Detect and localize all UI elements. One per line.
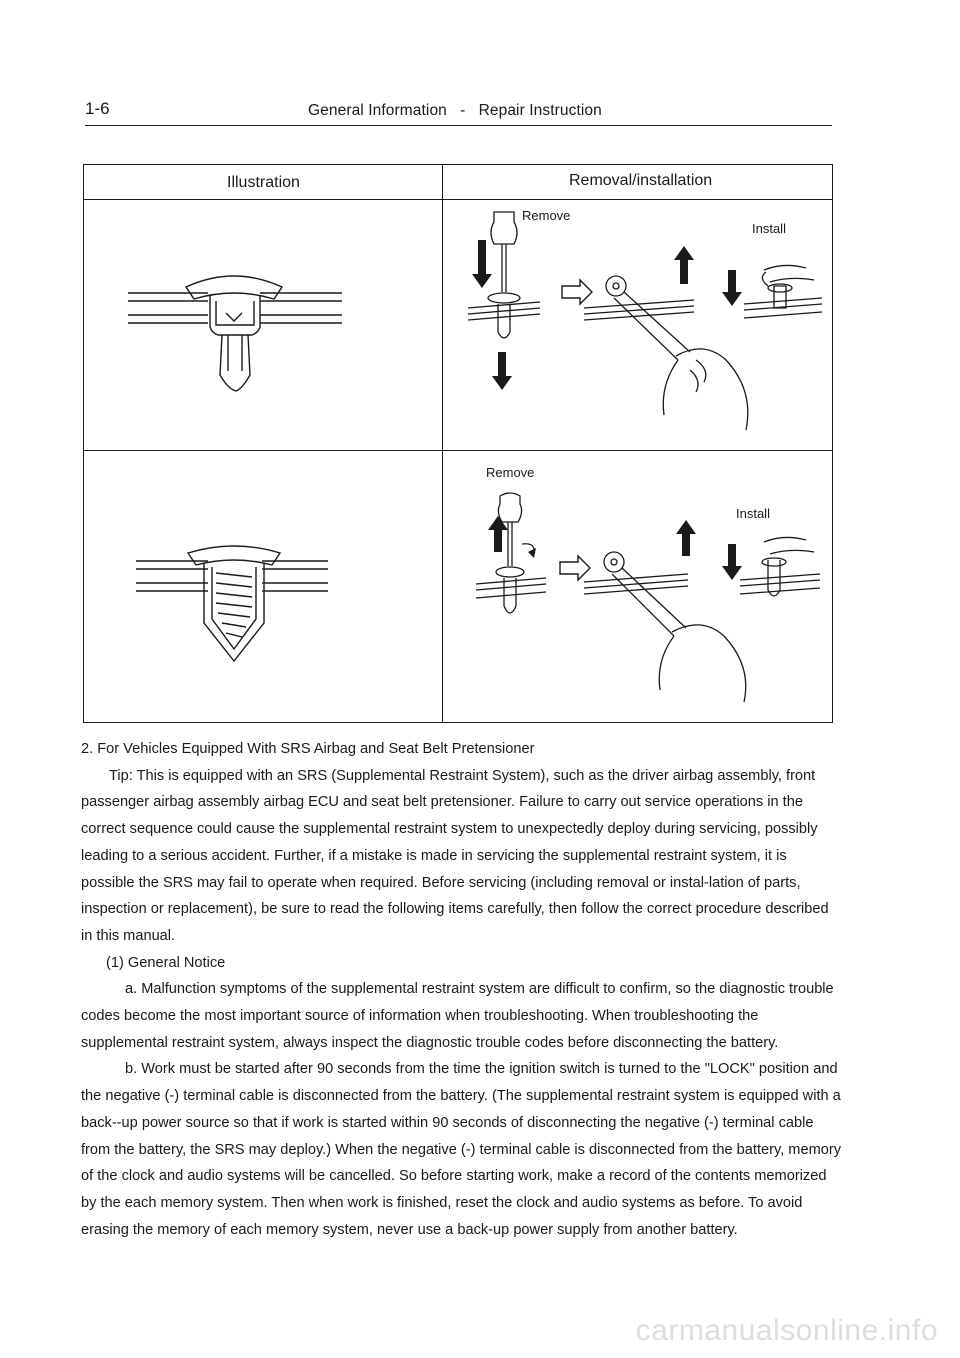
table-row-divider <box>84 450 832 451</box>
row2-remove-label: Remove <box>486 465 535 480</box>
row1-install-label: Install <box>752 221 786 236</box>
item-a-paragraph: a. Malfunction symptoms of the supplemental restraint system are difficult to confirm, so the diagnostic trouble codes become the most important source of information when troubleshooting. When troubleshooting the supplemental restraint system, always inspect the diagnostic trouble codes before disconnecting the battery. <box>81 981 834 1051</box>
table-column-divider <box>442 165 443 722</box>
general-notice-heading: (1) General Notice <box>106 954 226 971</box>
row1-remove-label: Remove <box>522 208 571 223</box>
screw-clip-removal-figure <box>464 490 826 715</box>
header-illustration: Illustration <box>227 174 300 191</box>
header-removal-installation: Removal/installation <box>569 172 713 189</box>
running-title: General Information - Repair Instruction <box>308 102 602 119</box>
header-rule <box>85 125 832 126</box>
page-number: 1-6 <box>85 99 110 118</box>
push-clip-removal-figure <box>464 210 826 445</box>
item-b-paragraph: b. Work must be started after 90 seconds from the time the ignition switch is turned to the "LOCK" position and the negative (-) terminal cable is disconnected from the battery. (The supplemental restraint system is equipped with a back--up power source so that if work is started within 90 seconds of disconnecting the negative (-) terminal cable from the battery, the SRS may deploy.) When the negative (-) terminal cable is disconnected from the battery, memory of the clock and audio systems will be cancelled. So before starting work, make a record of the contents memorized by the each memory system. Then when work is finished, reset the clock and audio systems as before. To avoid erasing the memory of each memory system, never use a back-up power supply from another battery. <box>81 1061 842 1238</box>
section-heading: 2. For Vehicles Equipped With SRS Airbag and Seat Belt Pretensioner <box>81 741 535 757</box>
row2-install-label: Install <box>736 506 770 521</box>
table-header-divider <box>84 199 832 200</box>
illustration-table <box>83 164 833 723</box>
screw-clip-illustration <box>132 533 332 663</box>
watermark: carmanualsonline.info <box>635 1314 938 1347</box>
body-text <box>81 736 841 1243</box>
tip-paragraph: Tip: This is equipped with an SRS (Supplemental Restraint System), such as the driver airbag assembly, front passenger airbag assembly airbag ECU and seat belt pretensioner. Failure to carry out service operations in the correct sequence could cause the supplemental restraint system to unexpectedly deploy during servicing, possibly leading to a serious accident. Further, if a mistake is made in servicing the supplemental restraint system, it is possible the SRS may fail to operate when required. Before servicing (including removal or instal-lation of parts, inspection or replacement), be sure to read the following items carefully, then follow the correct procedure described in this manual. <box>81 767 829 944</box>
push-clip-illustration <box>124 265 349 395</box>
